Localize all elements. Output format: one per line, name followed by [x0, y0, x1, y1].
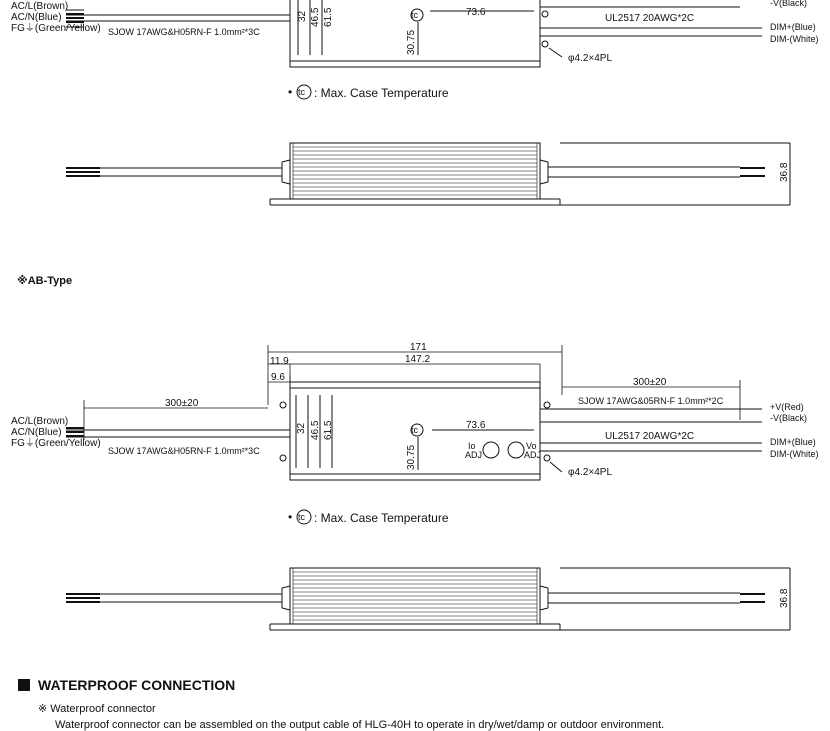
tc-legend-1 [288, 85, 449, 100]
dim-61-5-top: 61.5 [323, 7, 334, 27]
label-ac-l-top: AC/L(Brown) [11, 1, 69, 12]
label-fg-top: FG⏚(Green/Yellow) [11, 23, 101, 34]
svg-text:tc: tc [298, 512, 306, 522]
tc-legend-2 [288, 510, 449, 525]
label-input-cable-top: SJOW 17AWG&H05RN-F 1.0mm²*3C [108, 27, 260, 37]
dim-36-8-side-1: 36.8 [779, 162, 790, 182]
label-output-cable: SJOW 17AWG&05RN-F 1.0mm²*2C [578, 396, 724, 406]
square-bullet-icon [18, 679, 30, 691]
dim-300-output: 300±20 [633, 377, 667, 388]
label-v-neg-top: -V(Black) [770, 0, 808, 8]
dim-30-75-top: 30.75 [406, 29, 417, 55]
svg-text:tc: tc [411, 425, 419, 435]
label-dim-cable: UL2517 20AWG*2C [605, 431, 695, 442]
waterproof-heading [18, 677, 235, 693]
label-io-adj: ADJ [465, 450, 483, 460]
dim-147-2: 147.2 [405, 354, 431, 365]
label-dim-pos-top: DIM+(Blue) [770, 22, 816, 32]
side-view-1-hatch [293, 143, 537, 199]
label-dim-cable-top: UL2517 20AWG*2C [605, 13, 695, 24]
side-view-2 [100, 568, 790, 630]
dim-36-8-side-2: 36.8 [779, 588, 790, 608]
label-ac-n: AC/N(Blue) [11, 427, 62, 438]
tc-symbol-top [411, 9, 423, 21]
label-dim-pos: DIM+(Blue) [770, 437, 816, 447]
label-input-cable: SJOW 17AWG&H05RN-F 1.0mm²*3C [108, 446, 260, 456]
side-view-2-hatch [293, 568, 537, 624]
dim-300-input: 300±20 [165, 398, 199, 409]
dim-73-6: 73.6 [466, 420, 486, 431]
label-dim-neg: DIM-(White) [770, 449, 819, 459]
side-view-2-wires [66, 594, 765, 602]
waterproof-heading-text: WATERPROOF CONNECTION [38, 677, 236, 693]
section-ab-type: ※AB-Type [17, 275, 73, 287]
svg-text:tc: tc [298, 87, 306, 97]
label-vo: Vo [526, 441, 537, 451]
label-vo-adj: ADJ [524, 450, 542, 460]
label-v-neg: -V(Black) [770, 413, 808, 423]
label-hole: φ4.2×4PL [568, 467, 613, 478]
dim-73-6-top: 73.6 [466, 7, 486, 18]
label-dim-neg-top: DIM-(White) [770, 34, 819, 44]
dim-32: 32 [296, 422, 307, 434]
svg-text:•: • [288, 85, 293, 99]
side-view-1 [100, 143, 790, 205]
dim-46-5-top: 46.5 [310, 7, 321, 27]
dim-11-9: 11.9 [270, 356, 289, 367]
dim-171: 171 [410, 342, 427, 353]
dim-30-75: 30.75 [406, 444, 417, 470]
dim-9-6: 9.6 [271, 372, 285, 383]
svg-text:•: • [288, 510, 293, 524]
dim-46-5: 46.5 [310, 420, 321, 440]
label-io: Io [468, 441, 476, 451]
svg-text:tc: tc [411, 10, 419, 20]
label-v-pos: +V(Red) [770, 402, 804, 412]
svg-text:: Max. Case Temperature: : Max. Case Temperature [314, 511, 449, 525]
waterproof-note-text: Waterproof connector can be assembled on the output cable of HLG-40H to operate in dry/wet/damp or outdoor environment. [55, 719, 665, 731]
svg-text:: Max. Case Temperature: : Max. Case Temperature [314, 86, 449, 100]
waterproof-note-title: ※ Waterproof connector [38, 703, 156, 715]
label-ac-n-top: AC/N(Blue) [11, 12, 62, 23]
label-fg: FG⏚(Green/Yellow) [11, 438, 101, 449]
dim-32-top: 32 [297, 10, 308, 22]
tc-symbol-ab [411, 424, 423, 436]
label-hole-top: φ4.2×4PL [568, 53, 613, 64]
ab-input-hatch [66, 428, 84, 436]
dim-61-5: 61.5 [323, 420, 334, 440]
label-ac-l: AC/L(Brown) [11, 416, 69, 427]
